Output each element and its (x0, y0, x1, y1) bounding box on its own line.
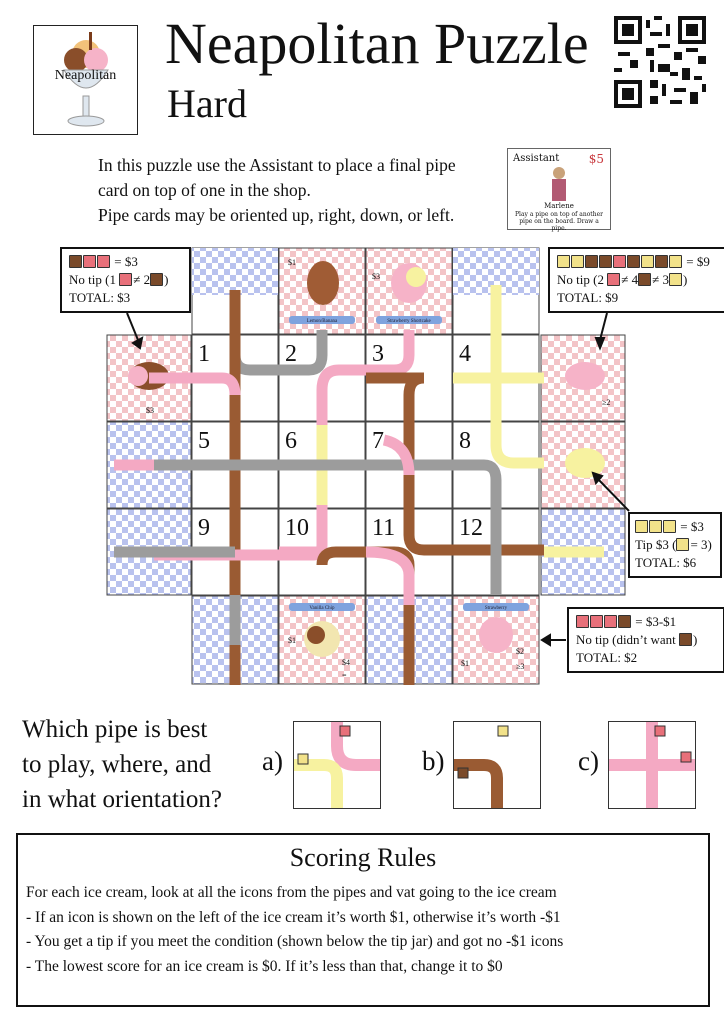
card-condition: ≥2 (602, 398, 611, 407)
tile-number-10: 10 (285, 515, 309, 541)
tip-text: ) (682, 272, 688, 287)
shop-label-2: Strawberry Shortcake (387, 319, 431, 324)
scoring-rules-box (16, 833, 710, 1007)
tip-text: ≠ 4 (621, 272, 639, 287)
score-note-left (60, 247, 191, 313)
vanilla-icon (663, 520, 676, 533)
card-price: $3 (146, 406, 154, 415)
question-line-2: to play, where, and (22, 751, 212, 778)
logo-text: Neapolitan (54, 68, 117, 83)
shop-label-1: Lemon/Banana (306, 319, 338, 324)
chocolate-icon (599, 255, 612, 268)
question-text (22, 712, 222, 817)
page-title: Neapolitan Puzzle (165, 11, 589, 76)
intro-line-2: card on top of one in the shop. (98, 180, 311, 200)
score-value: = $9 (686, 254, 710, 269)
score-value: = $3 (680, 519, 704, 534)
card-price: $4 (342, 658, 350, 667)
score-note-mid-right (628, 512, 722, 578)
chocolate-icon (627, 255, 640, 268)
rule-line: For each ice cream, look at all the icons from the pipes and vat going to the ice cream (26, 884, 557, 901)
option-a-pipe[interactable] (293, 721, 381, 809)
tile-number-11: 11 (372, 515, 396, 541)
rule-line: - If an icon is shown on the left of the ice cream it’s worth $1, otherwise it’s worth -$1 (26, 908, 561, 926)
score-note-top-right (548, 247, 724, 313)
pipe-corner-icon (454, 722, 540, 808)
tip-text: No tip (2 (557, 272, 604, 287)
question-line-1: Which pipe is best (22, 716, 208, 743)
strawberry-icon (97, 255, 110, 268)
tile-number-5: 5 (198, 428, 210, 454)
strawberry-icon (604, 615, 617, 628)
chocolate-icon (638, 273, 651, 286)
card-price: $3 (372, 272, 380, 281)
tip-text: = 3) (690, 537, 712, 552)
score-value: = $3 (114, 254, 138, 269)
card-price: $1 (288, 636, 296, 645)
vanilla-icon (676, 538, 689, 551)
vanilla-icon (557, 255, 570, 268)
tile-number-6: 6 (285, 428, 297, 454)
tile-number-8: 8 (459, 428, 471, 454)
option-a-label: a) (262, 746, 283, 776)
option-b-pipe[interactable] (453, 721, 541, 809)
strawberry-icon (83, 255, 96, 268)
chocolate-icon (618, 615, 631, 628)
tip-text: No tip (didn’t want (576, 632, 676, 647)
tile-number-4: 4 (459, 341, 471, 367)
vanilla-icon (649, 520, 662, 533)
tile-number-3: 3 (372, 341, 384, 367)
tile-number-1: 1 (198, 341, 210, 367)
intro-line-1: In this puzzle use the Assistant to place a final pipe (98, 155, 456, 175)
pipe-corner-icon (294, 722, 380, 808)
tip-text: No tip (1 (69, 272, 116, 287)
tip-text: ) (164, 272, 169, 287)
vanilla-icon (669, 255, 682, 268)
scoring-rules-title: Scoring Rules (289, 843, 437, 872)
assistant-text: Play a pipe on top of another pipe on the board. Draw a pipe. (514, 211, 604, 232)
tip-text: ≠ 3 (652, 272, 669, 287)
question-line-3: in what orientation? (22, 786, 222, 813)
chocolate-icon (585, 255, 598, 268)
intro-line-3: Pipe cards may be oriented up, right, down, or left. (98, 205, 455, 225)
vanilla-icon (669, 273, 682, 286)
strawberry-icon (607, 273, 620, 286)
assistant-name: Marlene (544, 202, 574, 210)
assistant-label: Assistant (513, 153, 560, 164)
card-price: $1 (461, 659, 469, 668)
tile-number-7: 7 (372, 428, 384, 454)
shop-label-4: Strawberry (484, 606, 508, 611)
assistant-cost: $5 (588, 152, 604, 166)
vanilla-icon (571, 255, 584, 268)
vanilla-icon (635, 520, 648, 533)
option-c-label: c) (578, 746, 599, 776)
option-b-label: b) (422, 746, 445, 776)
score-total: TOTAL: $9 (557, 290, 619, 305)
tip-text: Tip $3 ( (635, 537, 677, 552)
strawberry-icon (576, 615, 589, 628)
card-condition: ≥3 (516, 662, 525, 671)
chocolate-icon (150, 273, 163, 286)
strawberry-icon (613, 255, 626, 268)
chocolate-icon (69, 255, 82, 268)
rule-line: - The lowest score for an ice cream is $0. If it’s less than that, change it to $0 (26, 957, 503, 975)
option-c-pipe[interactable] (608, 721, 696, 809)
shop-label-3: Vanilla Chip (309, 606, 335, 611)
card-price: $2 (516, 647, 524, 656)
strawberry-icon (590, 615, 603, 628)
tile-number-9: 9 (198, 515, 210, 541)
score-total: TOTAL: $3 (69, 290, 131, 305)
card-price: $1 (288, 258, 296, 267)
strawberry-icon (119, 273, 132, 286)
rule-line: - You get a tip if you meet the condition (shown below the tip jar) and got no -$1 icons (26, 933, 564, 950)
chocolate-icon (655, 255, 668, 268)
score-value: = $3-$1 (635, 614, 677, 629)
difficulty-label: Hard (167, 81, 247, 126)
vanilla-icon (641, 255, 654, 268)
tile-number-2: 2 (285, 341, 297, 367)
tip-text: ≠ 2 (133, 272, 151, 287)
tile-number-12: 12 (459, 515, 483, 541)
chocolate-icon (679, 633, 692, 646)
score-total: TOTAL: $6 (635, 555, 697, 570)
score-note-bottom-right (567, 607, 724, 673)
tip-text: ) (693, 632, 698, 647)
score-total: TOTAL: $2 (576, 650, 638, 665)
pipe-cross-icon (609, 722, 695, 808)
card-condition: = (342, 671, 347, 680)
